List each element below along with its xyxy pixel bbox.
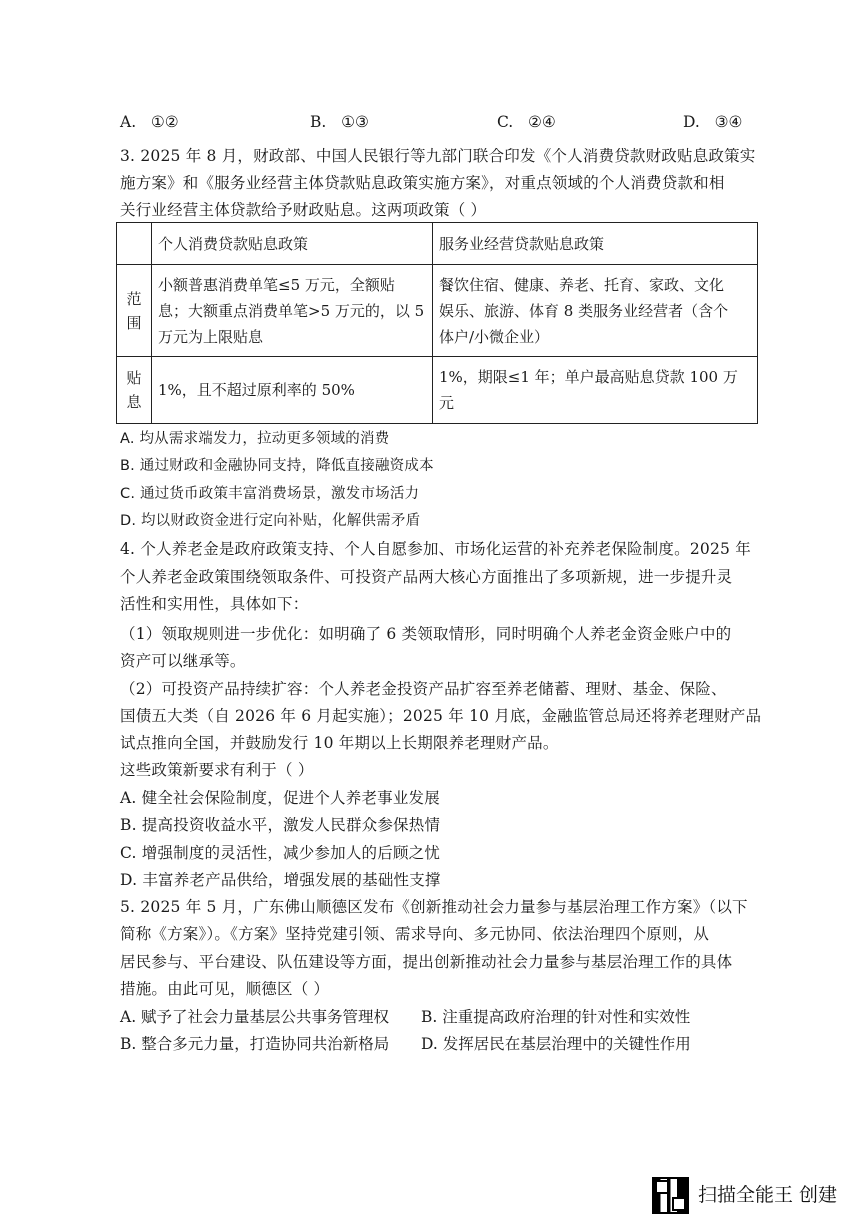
table-header-right: 服务业经营贷款贴息政策 [433,223,758,265]
subsidy-right-cell: 1%，期限≤1 年；单户最高贴息贷款 100 万 元 [433,357,758,424]
q4-question: 这些政策新要求有利于（ ） [120,761,314,779]
table-corner-cell [117,223,152,265]
policy-table [116,222,758,424]
table-header-row [117,223,758,265]
table-header-left: 个人消费贷款贴息政策 [152,223,433,265]
q3-stem-line-2: 施方案》和《服务业经营主体贷款贴息政策实施方案》，对重点领域的个人消费贷款和相 [120,174,725,192]
q3-option-b: B. 通过财政和金融协同支持，降低直接融资成本 [120,458,434,474]
table-row-scope [117,265,758,357]
row-label-scope: 范 围 [117,265,152,357]
q5-stem-line-2: 简称《方案》）。《方案》坚持党建引领、需求导向、多元协同、依法治理四个原则，从 [120,925,710,943]
q4-option-b: B. 提高投资收益水平，激发人民群众参保热情 [120,816,441,834]
q5-stem-line-3: 居民参与、平台建设、队伍建设等方面，提出创新推动社会力量参与基层治理工作的具体 [120,953,733,971]
q5-option-c: B. 整合多元力量，打造协同共治新格局 [120,1035,390,1053]
qr-code-icon [652,1177,689,1214]
q5-option-b: B. 注重提高政府治理的针对性和实效性 [421,1008,691,1026]
q4-item2-line-3: 试点推向全国，并鼓励发行 10 年期以上长期限养老理财产品。 [120,734,559,752]
q3-option-a: A. 均从需求端发力，拉动更多领域的消费 [120,431,390,447]
subsidy-left-cell: 1%，且不超过原利率的 50% [152,357,433,424]
q3-stem-line-3: 关行业经营主体贷款给予财政贴息。这两项政策（ ） [120,201,487,219]
q4-item1-line-1: （1）领取规则进一步优化：如明确了 6 类领取情形，同时明确个人养老金资金账户中的 [120,625,732,643]
q5-option-a: A. 赋予了社会力量基层公共事务管理权 [120,1008,390,1026]
q4-stem-line-3: 活性和实用性，具体如下： [120,595,309,613]
q3-stem-line-1: 3. 2025 年 8 月，财政部、中国人民银行等九部门联合印发《个人消费贷款财政贴息政策实 [120,147,756,165]
q4-item2-line-2: 国债五大类（自 2026 年 6 月起实施）；2025 年 10 月底，金融监管总局还将养老理财产品 [120,707,762,725]
q5-option-d: D. 发挥居民在基层治理中的关键性作用 [421,1035,691,1053]
q2-option-c: C. ②④ [497,113,556,131]
q4-item1-line-2: 资产可以继承等。 [120,652,246,670]
q4-stem-line-1: 4. 个人养老金是政府政策支持、个人自愿参加、市场化运营的补充养老保险制度。2025 年 [120,540,751,558]
q5-stem-line-1: 5. 2025 年 5 月，广东佛山顺德区发布《创新推动社会力量参与基层治理工作方案》（以下 [120,898,748,916]
q4-option-c: C. 增强制度的灵活性，减少参加人的后顾之忧 [120,844,441,862]
row-label-subsidy: 贴 息 [117,357,152,424]
q4-item2-line-1: （2）可投资产品持续扩容：个人养老金投资产品扩容至养老储蓄、理财、基金、保险、 [120,680,727,698]
q2-option-b: B. ①③ [310,113,369,131]
q4-option-a: A. 健全社会保险制度，促进个人养老事业发展 [120,789,440,807]
q5-stem-line-4: 措施。由此可见，顺德区（ ） [120,980,330,998]
scope-right-cell: 餐饮住宿、健康、养老、托育、家政、文化 娱乐、旅游、体育 8 类服务业经营者（含个 体户/小微企业） [433,265,758,357]
q3-option-d: D. 均以财政资金进行定向补贴，化解供需矛盾 [120,513,421,529]
q4-option-d: D. 丰富养老产品供给，增强发展的基础性支撑 [120,871,441,889]
scope-left-cell: 小额普惠消费单笔≤5 万元，全额贴 息；大额重点消费单笔>5 万元的，以 5 万元为上限贴息 [152,265,433,357]
q2-option-d: D. ③④ [683,113,743,131]
scanner-brand-label: 扫描全能王 创建 [698,1184,838,1206]
q4-stem-line-2: 个人养老金政策围绕领取条件、可投资产品两大核心方面推出了多项新规，进一步提升灵 [120,568,733,586]
q2-option-a: A. ①② [120,113,179,131]
table-row-subsidy [117,357,758,424]
q3-option-c: C. 通过货币政策丰富消费场景，激发市场活力 [120,486,420,502]
